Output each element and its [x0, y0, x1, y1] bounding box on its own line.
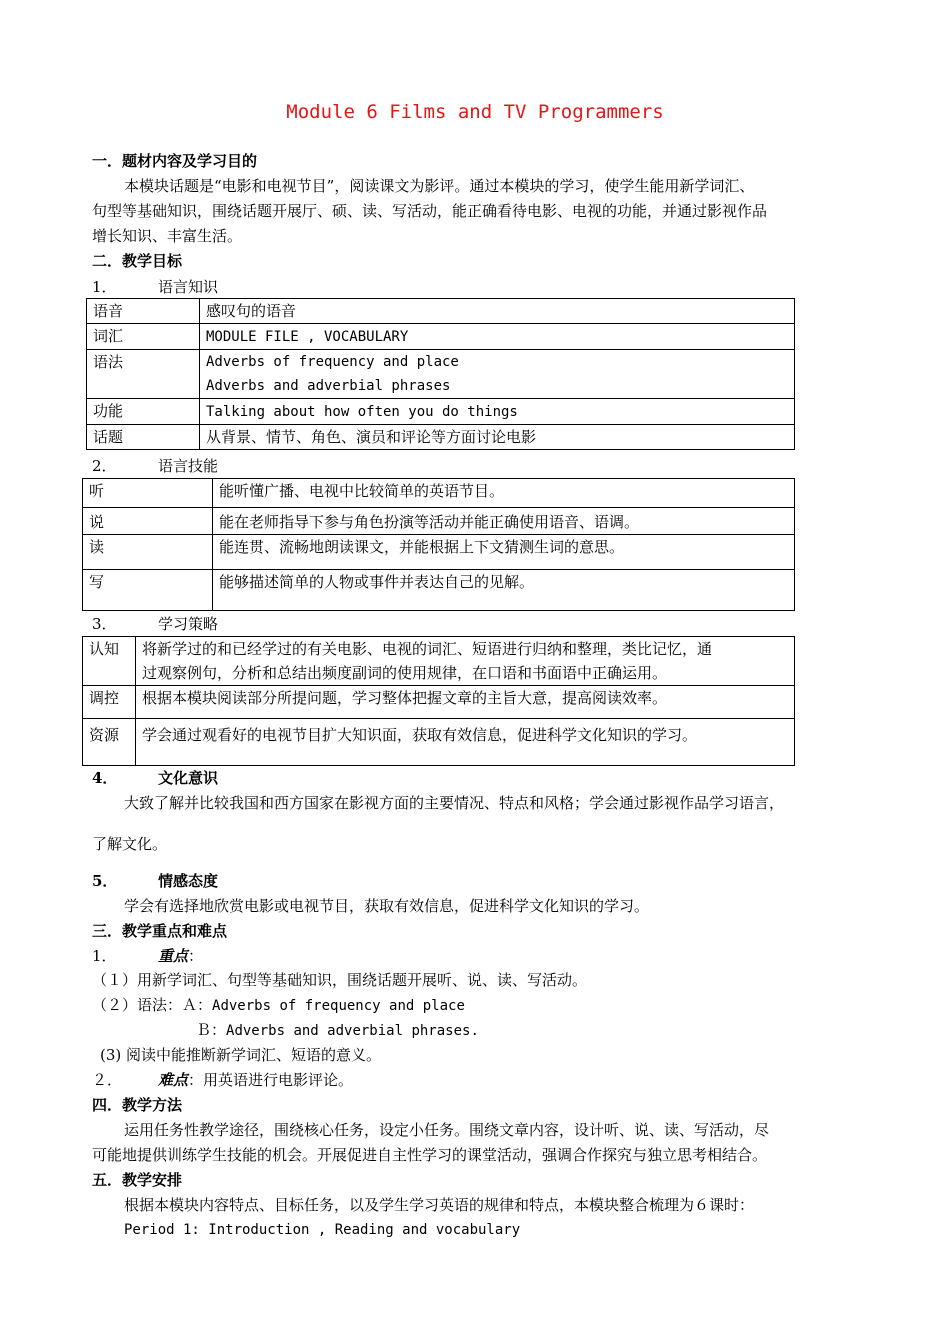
language-skills-table	[82, 478, 795, 611]
table-cell-key: 听	[83, 479, 213, 508]
table-cell-text-line-1: 将新学过的和已经学过的有关电影、电视的词汇、短语进行归纳和整理，类比记忆，通	[142, 640, 713, 658]
table-row	[83, 535, 795, 570]
section-4-line-1: 运用任务性教学途径，围绕核心任务，设定小任务。围绕文章内容，设计听、说、读、写活动，尽	[124, 1121, 770, 1139]
table-cell-key: 语音	[87, 299, 200, 324]
table-cell-text-line-2: Adverbs and adverbial phrases	[206, 378, 451, 394]
table-cell-value: 能在老师指导下参与角色扮演等活动并能正确使用语音、语调。	[213, 508, 795, 535]
section-1-heading: 一．题材内容及学习目的	[92, 152, 258, 170]
subsection-1-label: 语言知识	[158, 278, 219, 296]
table-cell-value	[200, 324, 795, 350]
table-cell-value: 能听懂广播、电视中比较简单的英语节目。	[213, 479, 795, 508]
section-2-heading: 二．教学目标	[92, 252, 183, 270]
subsection-1-number: 1．	[92, 278, 117, 296]
key-point-item-2b-prefix: Ｂ：	[196, 1021, 227, 1039]
table-cell-key: 语法	[87, 350, 200, 399]
table-cell-key: 话题	[87, 425, 200, 450]
section-1-para-line-2: 句型等基础知识，围绕话题开展厅、硕、读、写活动，能正确看待电影、电视的功能，并通过影视作品	[92, 202, 768, 220]
table-row	[83, 479, 795, 508]
table-cell-key: 调控	[83, 686, 136, 719]
table-cell-value: 能够描述简单的人物或事件并表达自己的见解。	[213, 570, 795, 611]
difficult-point-text: ：用英语进行电影评论。	[188, 1071, 354, 1089]
table-cell-value: 根据本模块阅读部分所提问题，学习整体把握文章的主旨大意，提高阅读效率。	[136, 686, 795, 719]
section-5-line-2: Period 1: Introduction , Reading and vocabulary	[124, 1222, 521, 1238]
subsection-2-number: 2．	[92, 457, 117, 475]
table-row	[87, 425, 795, 450]
subsection-2-label: 语言技能	[158, 457, 219, 475]
subsection-4-number: 4．	[92, 769, 118, 787]
table-cell-value: 感叹句的语音	[200, 299, 795, 324]
table-row	[87, 350, 795, 399]
subsection-5-label: 情感态度	[158, 872, 219, 890]
table-cell-value: 能连贯、流畅地朗读课文，并能根据上下文猜测生词的意思。	[213, 535, 795, 570]
difficult-point-number: ２．	[92, 1071, 123, 1089]
key-point-item-2	[92, 995, 465, 1016]
table-row	[87, 299, 795, 324]
table-row	[83, 719, 795, 766]
table-cell-value	[136, 637, 795, 686]
section-4-line-2: 可能地提供训练学生技能的机会。开展促进自主性学习的课堂活动，强调合作探究与独立思考相结合。	[92, 1146, 768, 1164]
table-cell-text: Talking about how often you do things	[206, 404, 518, 420]
table-cell-value: 学会通过观看好的电视节目扩大知识面，获取有效信息，促进科学文化知识的学习。	[136, 719, 795, 766]
table-row	[83, 570, 795, 611]
section-5-line-1: 根据本模块内容特点、目标任务，以及学生学习英语的规律和特点，本模块整合梳理为６课时：	[124, 1196, 755, 1214]
section-1-para-line-3: 增长知识、丰富生活。	[92, 227, 243, 245]
subsection-3-number: 3．	[92, 615, 117, 633]
subsection-5-text: 学会有选择地欣赏电影或电视节目，获取有效信息，促进科学文化知识的学习。	[124, 897, 650, 915]
table-cell-value: 从背景、情节、角色、演员和评论等方面讨论电影	[200, 425, 795, 450]
table-row	[83, 637, 795, 686]
table-cell-text-line-1: Adverbs of frequency and place	[206, 354, 459, 370]
table-cell-text: MODULE FILE , VOCABULARY	[206, 329, 409, 345]
learning-strategy-table	[82, 636, 795, 766]
key-point-item-2-prefix: （２）语法：Ａ：	[92, 996, 213, 1014]
subsection-3-label: 学习策略	[158, 615, 219, 633]
table-cell-value	[200, 399, 795, 425]
key-point-item-2-text: Adverbs of frequency and place	[212, 998, 465, 1014]
table-cell-value	[200, 350, 795, 399]
key-point-item-2b	[196, 1020, 479, 1041]
difficult-point-line	[158, 1070, 353, 1090]
table-row	[83, 686, 795, 719]
key-point-item-1: （１）用新学词汇、句型等基础知识，围绕话题开展听、说、读、写活动。	[92, 971, 588, 989]
difficult-point-label: 难点	[158, 1071, 189, 1089]
key-point-number: 1．	[92, 947, 117, 965]
table-cell-key: 词汇	[87, 324, 200, 350]
table-row	[83, 508, 795, 535]
section-4-heading: 四．教学方法	[92, 1096, 183, 1114]
section-3-heading: 三．教学重点和难点	[92, 922, 228, 940]
table-cell-key: 认知	[83, 637, 136, 686]
key-point-colon: ：	[188, 947, 204, 965]
page-title: Module 6 Films and TV Programmers	[286, 101, 664, 123]
table-cell-key: 资源	[83, 719, 136, 766]
table-cell-key: 功能	[87, 399, 200, 425]
table-cell-text-line-2: 过观察例句，分析和总结出频度副词的使用规律，在口语和书面语中正确运用。	[142, 664, 668, 682]
key-point-label: 重点	[158, 947, 189, 965]
subsection-4-label: 文化意识	[158, 769, 219, 787]
subsection-4-text-line-1: 大致了解并比较我国和西方国家在影视方面的主要情况、特点和风格；学会通过影视作品学习语言，	[124, 794, 785, 812]
section-1-para-line-1: 本模块话题是“电影和电视节目”，阅读课文为影评。通过本模块的学习，使学生能用新学词汇、	[124, 177, 755, 195]
key-point-label-line	[158, 946, 203, 966]
table-cell-key: 说	[83, 508, 213, 535]
table-cell-key: 读	[83, 535, 213, 570]
key-point-item-3: (3) 阅读中能推断新学词汇、短语的意义。	[100, 1046, 382, 1064]
table-row	[87, 324, 795, 350]
key-point-item-2b-text: Adverbs and adverbial phrases.	[226, 1023, 479, 1039]
subsection-4-text-line-2: 了解文化。	[92, 835, 168, 853]
language-knowledge-table	[86, 298, 795, 450]
table-cell-key: 写	[83, 570, 213, 611]
section-5-heading: 五．教学安排	[92, 1171, 183, 1189]
table-row	[87, 399, 795, 425]
subsection-5-number: 5．	[92, 872, 118, 890]
